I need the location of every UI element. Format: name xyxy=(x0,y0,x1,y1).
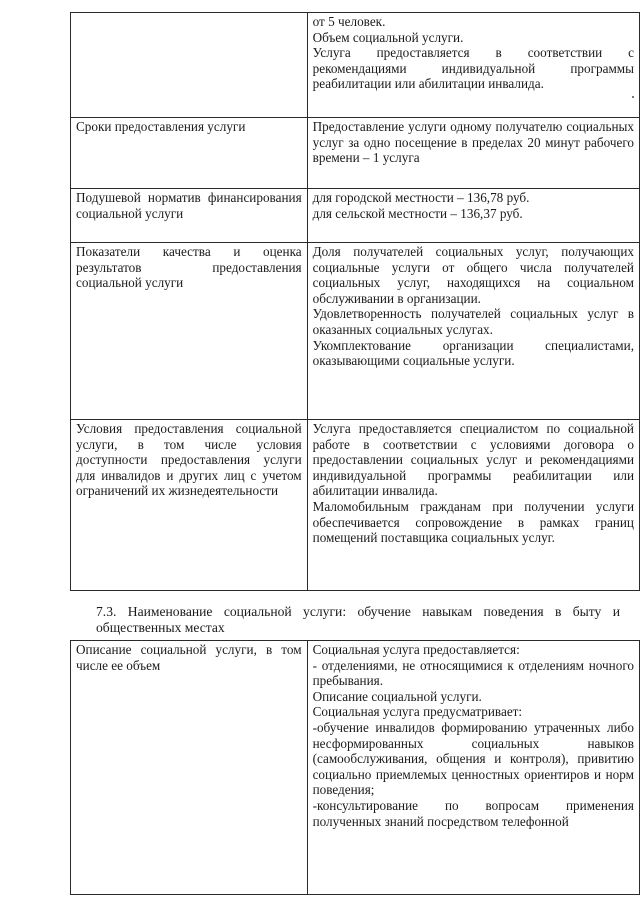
value-paragraph: Маломобильным гражданам при получении услуги обеспечивается сопровождение в рамках границ помещений поставщика социальных услуг. xyxy=(312,498,634,546)
value-paragraph: Социальная услуга предусматривает: xyxy=(312,704,523,720)
table-row xyxy=(71,420,640,591)
services-table-7-3 xyxy=(70,640,640,895)
value-paragraph: Доля получателей социальных услуг, получающих социальные услуги от общего числа получателей социальных услуг, находящихся на социальном обслуживании в организации. xyxy=(312,244,634,306)
value-paragraph: -обучение инвалидов формированию утраченных либо несформированных социальных навыков (самообслуживания, общения и контроля), привитию социально приемлемых ценностных ориентиров и норм поведения; xyxy=(312,719,634,798)
value-paragraph: для городской местности – 136,78 руб. xyxy=(312,190,530,205)
row-value xyxy=(307,189,639,243)
value-paragraph: Объем социальной услуги. xyxy=(312,29,464,45)
row-label: Показатели качества и оценка результатов предоставления социальной услуги xyxy=(71,243,308,420)
row-value xyxy=(307,13,639,118)
row-label: Условия предоставления социальной услуги, в том числе условия доступности предоставления услуги для инвалидов и других лиц с учетом ограничений их жизнедеятельности xyxy=(71,420,308,591)
table-row xyxy=(71,641,640,895)
row-value xyxy=(307,420,639,591)
value-paragraph: Укомплектование организации специалистами, оказывающими социальные услуги. xyxy=(312,337,634,369)
value-paragraph: Предоставление услуги одному получателю социальных услуг за одно посещение в пределах 20 минут рабочего времени – 1 услуга xyxy=(312,119,634,166)
table-row xyxy=(71,189,640,243)
scan-artifact xyxy=(632,96,634,98)
row-value xyxy=(307,118,639,189)
row-label: Сроки предоставления услуги xyxy=(71,118,308,189)
row-label: Подушевой норматив финансирования социальной услуги xyxy=(71,189,308,243)
value-paragraph: Услуга предоставляется специалистом по социальной работе в соответствии с условиями договора о предоставлении социальных услуг и рекомендациями индивидуальной программы реабилитации или абилитации инвалида. xyxy=(312,421,634,499)
table-row xyxy=(71,243,640,420)
value-paragraph: Услуга предоставляется в соответствии с рекомендациями индивидуальной программы реабилитации или абилитации инвалида. xyxy=(312,45,634,92)
services-table-7-2 xyxy=(70,12,640,591)
section-heading xyxy=(64,604,620,636)
value-paragraph: для сельской местности – 136,37 руб. xyxy=(312,205,523,221)
section-heading-text: 7.3. Наименование социальной услуги: обучение навыкам поведения в быту и общественных местах xyxy=(96,604,620,635)
value-paragraph: Описание социальной услуги. xyxy=(312,688,482,704)
row-value xyxy=(307,641,639,895)
table-row xyxy=(71,13,640,118)
value-paragraph: Удовлетворенность получателей социальных услуг в оказанных социальных услугах. xyxy=(312,306,634,337)
row-label xyxy=(71,13,308,118)
row-label: Описание социальной услуги, в том числе ее объем xyxy=(71,641,308,895)
value-paragraph: Социальная услуга предоставляется: xyxy=(312,642,520,657)
table-row xyxy=(71,118,640,189)
value-paragraph: -консультирование по вопросам применения полученных знаний посредством телефонной xyxy=(312,797,634,829)
value-paragraph: от 5 человек. xyxy=(312,14,386,29)
row-value xyxy=(307,243,639,420)
value-paragraph: - отделениями, не относящимися к отделениям ночного пребывания. xyxy=(312,657,634,689)
